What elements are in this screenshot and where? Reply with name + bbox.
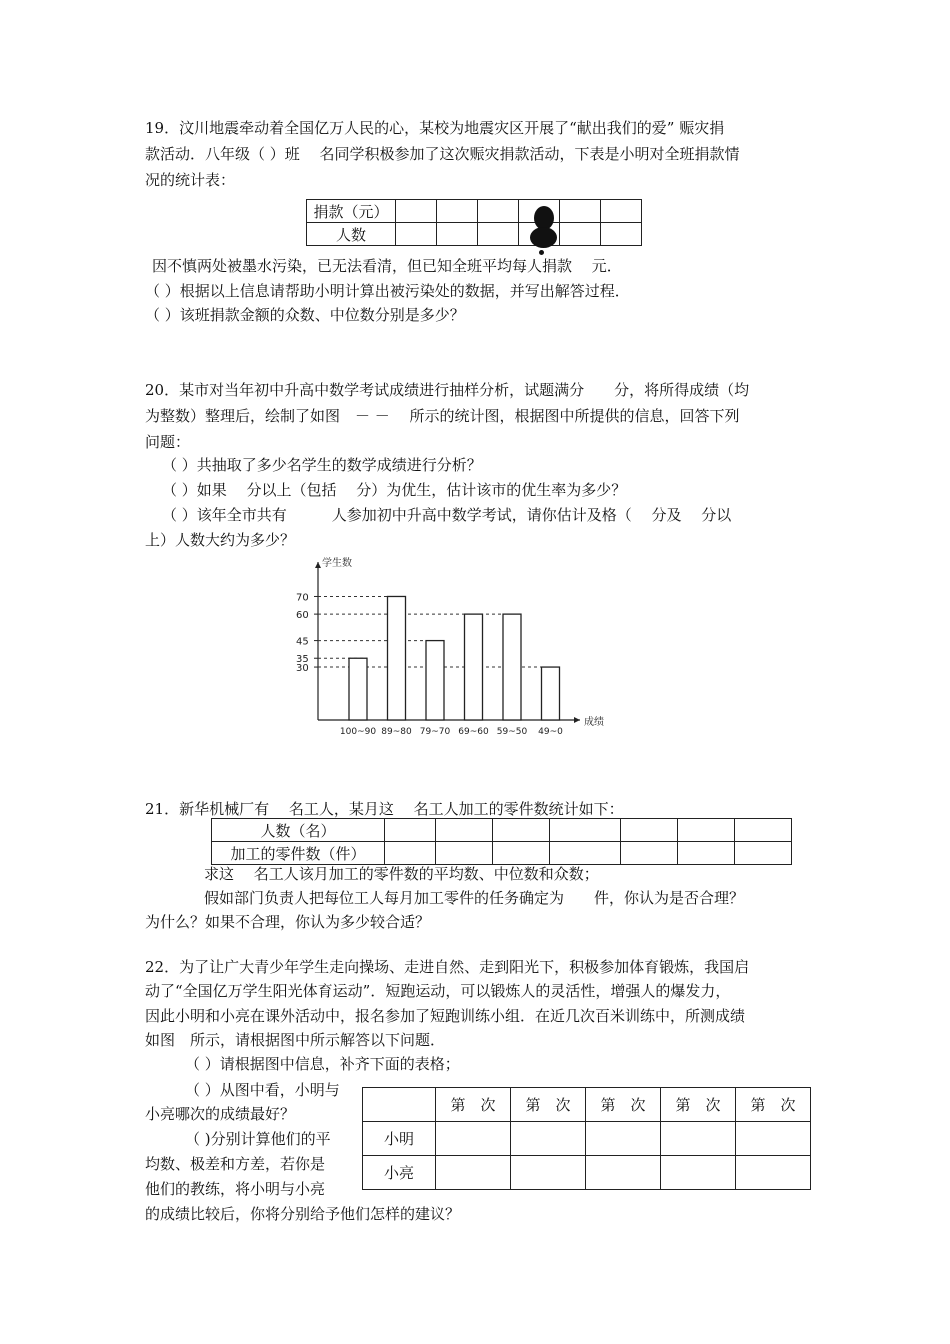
q22-header-run: 第 次 [661, 1088, 736, 1122]
q20-sub-3: （ ）该年全市共有 人参加初中升高中数学考试，请你估计及格（ 分及 分以 [162, 506, 732, 524]
q20-line-3: 问题： [145, 433, 191, 451]
q19-line-3: 况的统计表： [145, 171, 236, 189]
q21-line-1: 21．新华机械厂有 名工人，某月这 名工人加工的零件数统计如下： [145, 800, 624, 818]
bar [388, 596, 406, 720]
q19-line-4: 因不慎两处被墨水污染，已无法看清，但已知全班平均每人捐款 元． [152, 257, 622, 275]
q22-header-run: 第 次 [736, 1088, 811, 1122]
q19-sub-2: （ ）该班捐款金额的众数、中位数分别是多少？ [145, 306, 465, 324]
q21-line-3: 假如部门负责人把每位工人每月加工零件的任务确定为 件，你认为是否合理？ [204, 889, 745, 907]
y-tick-label: 35 [296, 654, 309, 666]
y-tick-label: 30 [296, 663, 309, 675]
y-tick-label: 45 [296, 636, 309, 648]
q22-sub-3a: （ )分别计算他们的平 [185, 1130, 331, 1148]
q22-row-xiaoming: 小明 [363, 1122, 436, 1156]
x-tick-label: 79~70 [419, 727, 451, 737]
score-histogram-chart [280, 552, 620, 742]
q22-header-run: 第 次 [586, 1088, 661, 1122]
bar [542, 667, 560, 720]
q22-sub-3b: 均数、极差和方差，若你是 [145, 1155, 326, 1173]
q22-row-xiaoliang: 小亮 [363, 1156, 436, 1190]
x-tick-label: 100~90 [339, 727, 377, 737]
q22-line-2: 动了“全国亿万学生阳光体育运动”．短跑运动，可以锻炼人的灵活性，增强人的爆发力， [145, 982, 731, 1000]
q19-line-1: 19．汶川地震牵动着全国亿万人民的心，某校为地震灾区开展了“献出我们的爱” 赈灾捐 [145, 119, 725, 137]
q19-table-header-people: 人数 [307, 223, 396, 246]
q20-sub-2: （ ）如果 分以上（包括 分）为优生，估计该市的优生率为多少？ [162, 481, 627, 499]
q21-line-4: 为什么？如果不合理，你认为多少较合适？ [145, 913, 431, 931]
q20-line-2: 为整数）整理后，绘制了如图 － － 所示的统计图，根据图中所提供的信息，回答下列 [145, 407, 740, 425]
bar [465, 614, 483, 720]
q19-donation-table [306, 199, 642, 246]
bar [503, 614, 521, 720]
x-axis-arrow-icon [574, 717, 580, 723]
bar [426, 641, 444, 720]
q22-sub-2a: （ ）从图中看，小明与 [185, 1081, 340, 1099]
x-tick-label: 59~50 [496, 727, 528, 737]
x-tick-label: 49~0 [538, 727, 563, 737]
q22-score-table [362, 1087, 811, 1190]
ink-stain-icon [530, 227, 557, 248]
q22-line-4: 如图 所示，请根据图中所示解答以下问题． [145, 1031, 446, 1049]
x-axis-label: 成绩 [584, 717, 604, 728]
q22-header-run: 第 次 [511, 1088, 586, 1122]
x-tick-label: 69~60 [458, 727, 489, 737]
q21-line-2: 求这 名工人该月加工的零件数的平均数、中位数和众数； [204, 865, 599, 883]
y-axis-label: 学生数 [322, 558, 352, 569]
q22-sub-3d: 的成绩比较后，你将分别给予他们怎样的建议？ [145, 1205, 461, 1223]
q20-line-1: 20．某市对当年初中升高中数学考试成绩进行抽样分析，试题满分 分，将所得成绩（均 [145, 381, 750, 399]
bar [349, 658, 367, 720]
q22-line-3: 因此小明和小亮在课外活动中，报名参加了短跑训练小组．在近几次百米训练中，所测成绩 [145, 1007, 746, 1025]
q21-table-header-people: 人数（名） [212, 819, 385, 842]
q22-sub-3c: 他们的教练，将小明与小亮 [145, 1180, 326, 1198]
q19-line-2: 款活动．八年级（ ）班 名同学积极参加了这次赈灾捐款活动，下表是小明对全班捐款情 [145, 145, 740, 163]
q22-sub-1: （ ）请根据图中信息，补齐下面的表格； [185, 1055, 460, 1073]
q21-worker-table [211, 818, 792, 865]
q19-sub-1: （ ）根据以上信息请帮助小明计算出被污染处的数据，并写出解答过程． [145, 282, 630, 300]
q22-sub-2b: 小亮哪次的成绩最好？ [145, 1105, 296, 1123]
q20-line-4: 上）人数大约为多少？ [145, 531, 296, 549]
ink-drop-icon [539, 250, 544, 255]
y-tick-label: 60 [296, 610, 309, 622]
y-tick-label: 70 [296, 592, 309, 604]
x-tick-label: 89~80 [381, 727, 412, 737]
q22-line-1: 22．为了让广大青少年学生走向操场、走进自然、走到阳光下，积极参加体育锻炼，我国启 [145, 958, 750, 976]
y-axis-arrow-icon [315, 562, 321, 568]
q21-table-header-parts: 加工的零件数（件） [212, 842, 385, 865]
q20-sub-1: （ ）共抽取了多少名学生的数学成绩进行分析？ [162, 456, 482, 474]
q19-table-header-amount: 捐款（元） [307, 200, 396, 223]
q22-header-run: 第 次 [436, 1088, 511, 1122]
